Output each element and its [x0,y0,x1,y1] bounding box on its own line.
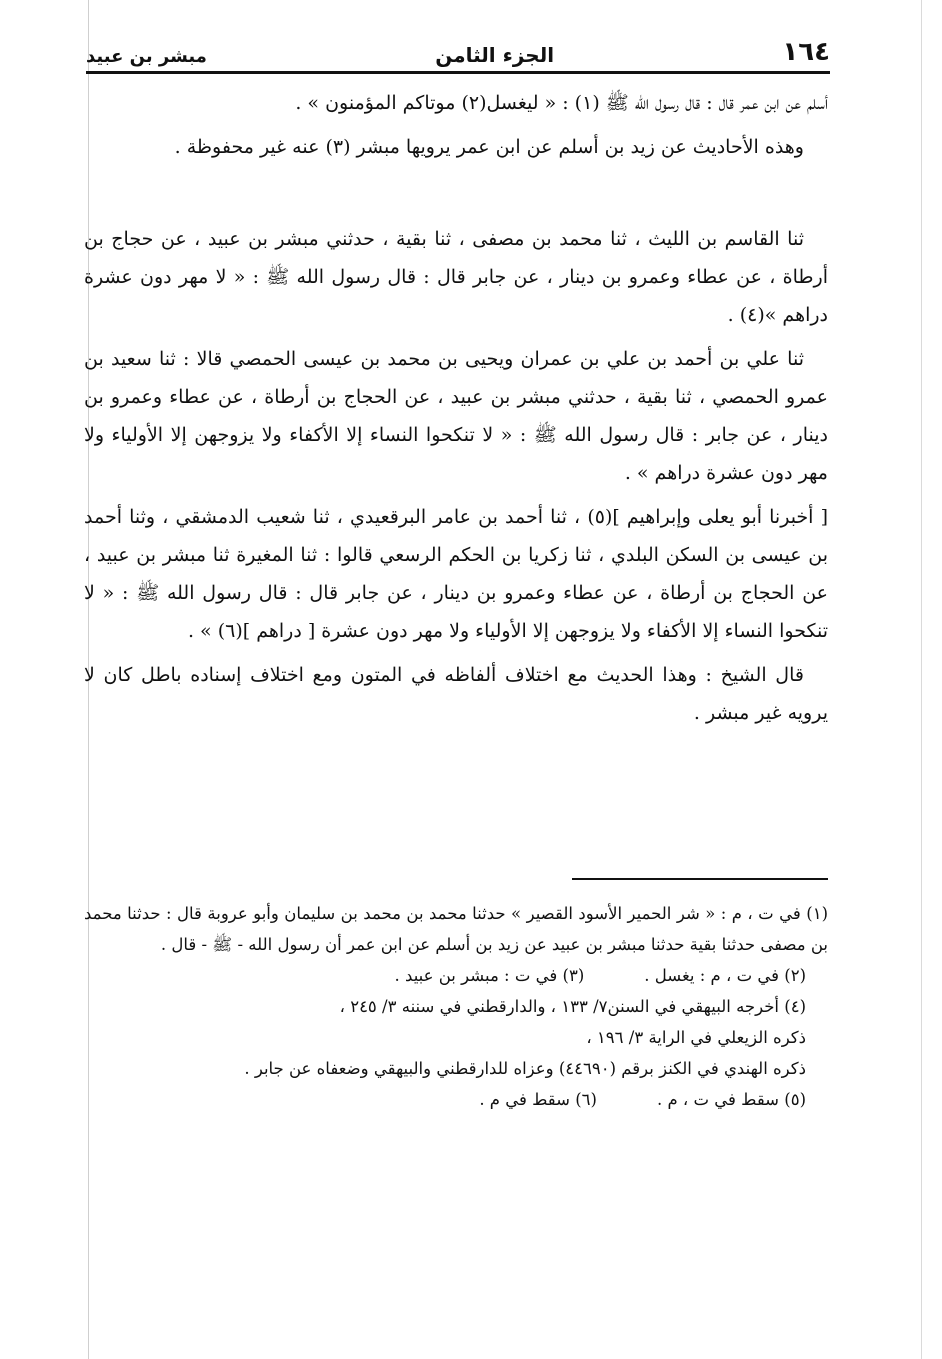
paragraph: ثنا القاسم بن الليث ، ثنا محمد بن مصفى ، ثنا بقية ، حدثني مبشر بن عبيد ، عن حجاج بن أرطاة ، عن عطاء وعمرو بن دينار ، عن جابر قال : قال رسول الله ﷺ : « لا مهر دون عشرة دراهم »(٤) . [84,228,828,326]
footnote-4: (٤) أخرجه البيهقي في السنن٧/ ١٣٣ ، والدارقطني في سننه ٣/ ٢٤٥ ، [339,997,806,1016]
main-text [84,84,828,738]
footnote-separator [572,878,828,880]
footnote-2: (٢) في ت ، م : يغسل . [644,966,806,985]
footnote-4-cont: ذكره الهندي في الكنز برقم (٤٤٦٩٠) وعزاه للدارقطني والبيهقي وضعفاه عن جابر . [244,1059,806,1078]
footnotes [84,898,828,1115]
footnote-3: (٣) في ت : مبشر بن عبيد . [394,966,585,985]
paragraph: وهذه الأحاديث عن زيد بن أسلم عن ابن عمر يرويها مبشر (٣) عنه غير محفوظة . [174,136,804,158]
footnote-6: (٦) سقط في م . [479,1090,597,1109]
paragraph: قال الشيخ : وهذا الحديث مع اختلاف ألفاظه في المتون ومع اختلاف إسناده باطل كان لا يرويه غير مبشر . [84,664,828,724]
footnote-1: (١) في ت ، م : « شر الحمير الأسود القصير » حدثنا محمد بن محمد بن سليمان وأبو عروبة قال : حدثنا محمد بن مصفى حدثنا بقية حدثنا مبشر بن عبيد عن زيد بن أسلم عن ابن عمر أن رسول الله - ﷺ - قال . [84,904,828,954]
paragraph: ثنا علي بن أحمد بن علي بن عمران ويحيى بن محمد بن عيسى الحمصي قالا : ثنا سعيد بن عمرو الحمصي ، ثنا بقية ، حدثني مبشر بن عبيد ، عن الحجاج بن أرطاة ، عن عطاء وعمرو بن دينار ، عن جابر : قال رسول الله ﷺ : « لا تنكحوا النساء إلا الأكفاء ولا يزوجهن إلا الأولياء ولا مهر دون عشرة دراهم » . [84,348,828,484]
paragraph: أسلم عن ابن عمر قال : قال رسول الله ﷺ (١) : « ليغسل(٢) موتاكم المؤمنون » . [295,92,828,114]
footnote-5: (٥) سقط في ت ، م . [656,1090,806,1109]
footnote-row [84,1084,828,1115]
scan-edge-mark [921,0,922,1359]
chapter-title: مبشر بن عبيد [86,46,207,67]
running-header [86,30,830,74]
footnote-4-cont: ذكره الزيعلي في الراية ٣/ ١٩٦ ، [586,1028,806,1047]
footnote-row [84,960,828,991]
paragraph: [ أخبرنا أبو يعلى وإبراهيم ](٥) ، ثنا أحمد بن عامر البرقعيدي ، ثنا شعيب الدمشقي ، وثنا أحمد بن عيسى بن السكن البلدي ، ثنا زكريا بن الحكم الرسعي قالوا : ثنا المغيرة ثنا مبشر بن عبيد ، عن الحجاج بن أرطاة ، عن عطاء وعمرو بن دينار ، عن جابر قال : قال رسول الله ﷺ : « لا تنكحوا النساء إلا الأكفاء ولا يزوجهن إلا الأولياء ولا مهر دون عشرة [ دراهم ](٦) » . [84,506,828,642]
volume-title: الجزء الثامن [435,43,555,67]
page-number: ١٦٤ [782,37,830,67]
